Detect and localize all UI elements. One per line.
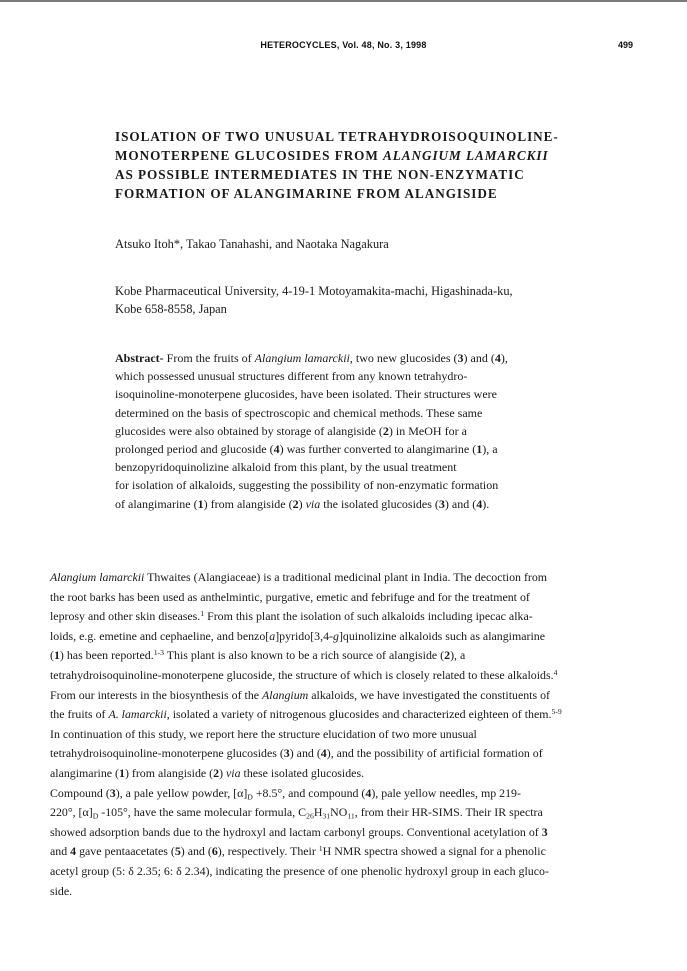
affiliation	[115, 282, 575, 318]
body-line: and 4 gave pentaacetates (5) and (6), respectively. Their $^1$H NMR spectra showed a signal for a phenolic	[50, 844, 546, 859]
body-line: tetrahydroisoquinoline-monoterpene glucosides (3) and (4), and the possibility of artificial formation of	[50, 746, 543, 761]
body-text	[50, 568, 640, 901]
abstract-line: prolonged period and glucoside (4) was further converted to alangimarine (1), a	[115, 442, 498, 457]
body-line: the fruits of A. lamarckii, isolated a variety of nitrogenous glucosides and characterized eighteen of them.$^{5-9}$	[50, 707, 562, 722]
affiliation-line: Kobe Pharmaceutical University, 4-19-1 Motoyamakita-machi, Higashinada-ku,	[115, 284, 513, 298]
abstract-line: for isolation of alkaloids, suggesting the possibility of non-enzymatic formation	[115, 478, 499, 493]
journal-citation: HETEROCYCLES, Vol. 48, No. 3, 1998	[260, 40, 427, 50]
body-line: showed adsorption bands due to the hydroxyl and lactam carbonyl groups. Conventional acetylation of 3	[50, 824, 548, 839]
title-line: MONOTERPENE GLUCOSIDES FROM ALANGIUM LAMARCKII	[115, 148, 549, 163]
body-line: 220°, $[\alpha]_D$ -105°, have the same molecular formula, $C_{26}H_{31}NO_{11}$, from their HR-SIMS. Their IR spectra	[50, 805, 543, 821]
body-line: Alangium lamarckii Thwaites (Alangiaceae) is a traditional medicinal plant in India. The decoction from	[50, 570, 548, 584]
title-line: FORMATION OF ALANGIMARINE FROM ALANGISIDE	[115, 186, 498, 201]
title-line: AS POSSIBLE INTERMEDIATES IN THE NON-ENZYMATIC	[115, 167, 525, 182]
abstract-line: Abstract- From the fruits of Alangium lamarckii, two new glucosides (3) and (4),	[115, 351, 508, 365]
abstract-line: determined on the basis of spectroscopic and chemical methods. These same	[115, 405, 483, 420]
body-line: leprosy and other skin diseases.$^1$ From this plant the isolation of such alkaloids including ipecac alka-	[50, 609, 533, 624]
body-line: tetrahydroisoquinoline-monoterpene glucoside, the structure of which is closely related to these alkaloids.$^4$	[50, 667, 558, 682]
body-line: loids, e.g. emetine and cephaeline, and benzo[a]pyrido[3,4-g]quinolizine alkaloids such as alangimarine	[50, 628, 545, 643]
abstract	[115, 349, 570, 513]
abstract-line: of alangimarine (1) from alangiside (2) via the isolated glucosides (3) and (4).	[115, 496, 490, 511]
page-number: 499	[618, 40, 634, 50]
body-line: In continuation of this study, we report here the structure elucidation of two more unusual	[50, 726, 477, 741]
top-rule	[0, 0, 687, 2]
abstract-line: glucosides were also obtained by storage of alangiside (2) in MeOH for a	[115, 423, 467, 438]
body-line: alangimarine (1) from alangiside (2) via these isolated glucosides.	[50, 765, 365, 780]
body-line: From our interests in the biosynthesis of the Alangium alkaloids, we have investigated the constituents of	[50, 687, 550, 702]
body-line: acetyl group (5: δ 2.35; 6: δ 2.34), indicating the presence of one phenolic hydroxyl group in each gluco-	[50, 863, 549, 878]
body-line: the root barks has been used as anthelmintic, purgative, emetic and febrifuge and for the treatment of	[50, 589, 530, 604]
abstract-line: benzopyridoquinolizine alkaloid from this plant, by the usual treatment	[115, 460, 457, 475]
body-line: side.	[50, 883, 73, 898]
author-list: Atsuko Itoh*, Takao Tanahashi, and Naotaka Nagakura	[115, 237, 389, 251]
body-line: Compound (3), a pale yellow powder, $[\alpha]_D +8.5^\circ$, and compound (4), pale yellow needles, mp 219-	[50, 785, 521, 801]
abstract-line: which possessed unusual structures different from any known tetrahydro-	[115, 369, 468, 384]
title-line: ISOLATION OF TWO UNUSUAL TETRAHYDROISOQUINOLINE-	[115, 129, 559, 144]
abstract-line: isoquinoline-monoterpene glucosides, have been isolated. Their structures were	[115, 387, 497, 402]
affiliation-line: Kobe 658-8558, Japan	[115, 302, 227, 316]
body-line: (1) has been reported.$^{1-3}$ This plant is also known to be a rich source of alangiside (2), a	[50, 648, 466, 663]
article-title	[115, 127, 595, 203]
